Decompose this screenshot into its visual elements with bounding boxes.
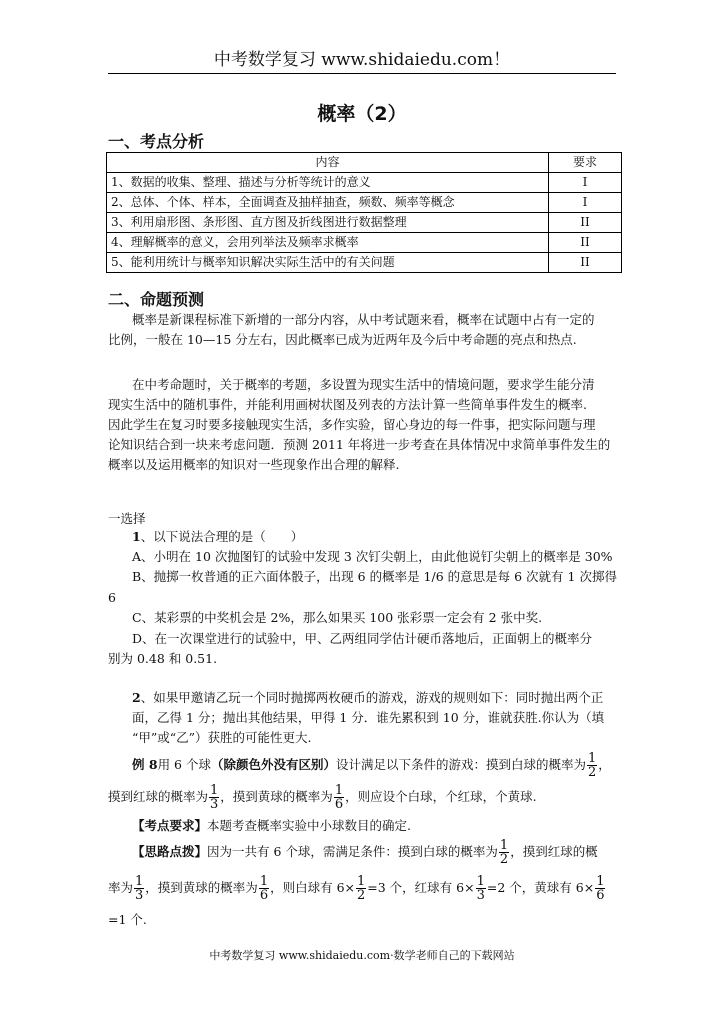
- denominator: 6: [596, 888, 605, 903]
- text: 设计满足以下条件的游戏：摸到白球的概率为: [335, 757, 586, 772]
- table-row: [107, 173, 622, 193]
- question-number: 2: [132, 690, 141, 705]
- text: ，摸到黄球的概率为: [220, 789, 333, 804]
- numerator: 1: [135, 874, 144, 889]
- hint-line-2: [108, 875, 606, 902]
- text: 本题考查概率实验中小球数目的确定.: [207, 818, 411, 833]
- option-b-continued: 6: [108, 590, 116, 605]
- page-footer: 中考数学复习 www.shidaiedu.com·数学老师自己的下载网站: [209, 949, 515, 962]
- table-header: 要求: [549, 153, 622, 173]
- fraction: [356, 875, 366, 902]
- hint-line-1: [132, 839, 598, 866]
- question-2-line: “甲”或“乙”）获胜的可能性更大.: [132, 730, 312, 745]
- table-cell: II: [549, 253, 622, 273]
- numerator: 1: [596, 874, 605, 889]
- numerator: 1: [210, 783, 219, 798]
- table-cell: 3、利用扇形图、条形图、直方图及折线图进行数据整理: [107, 213, 549, 233]
- text: ，摸到红球的概: [510, 844, 598, 859]
- fraction: [209, 784, 219, 811]
- denominator: 3: [135, 888, 144, 903]
- numerator: 1: [476, 874, 485, 889]
- table-cell: 4、理解概率的意义，会用列举法及频率求概率: [107, 233, 549, 253]
- fraction: [334, 784, 344, 811]
- text: ，则白球有 6×: [270, 880, 355, 895]
- table-header-row: [107, 153, 622, 173]
- fraction: [259, 875, 269, 902]
- paragraph-line: 概率以及运用概率的知识对一些现象作出合理的解释.: [108, 457, 400, 472]
- denominator: 2: [588, 765, 597, 780]
- table-row: [107, 233, 622, 253]
- example-8-line-2: [108, 784, 537, 811]
- denominator: 2: [499, 852, 509, 867]
- fraction: [587, 752, 597, 779]
- table-cell: I: [549, 173, 622, 193]
- numerator: 1: [499, 838, 509, 853]
- paragraph-line: 论知识结合到一块来考虑问题．预测 2011 年将进一步考查在具体情况中求简单事件发生的: [108, 437, 611, 452]
- choice-label: 一选择: [108, 511, 146, 526]
- question-1: [132, 529, 303, 545]
- question-2-line: 面，乙得 1 分；抛出其他结果，甲得 1 分．谁先累积到 10 分，谁就获胜.你认为（填: [132, 710, 605, 725]
- label: 【思路点拨】: [132, 844, 208, 859]
- text: 用 6 个球: [157, 757, 211, 772]
- question-number: 1: [132, 529, 141, 544]
- table-cell: 2、总体、个体、样本，全面调查及抽样抽查，频数、频率等概念: [107, 193, 549, 213]
- question-text: 、如果甲邀请乙玩一个同时抛掷两枚硬币的游戏，游戏的规则如下：同时抛出两个正: [140, 690, 604, 705]
- denominator: 6: [334, 797, 344, 812]
- numerator: 1: [334, 783, 344, 798]
- denominator: 3: [210, 797, 219, 812]
- numerator: 1: [588, 751, 597, 766]
- table-row: [107, 213, 622, 233]
- fraction: [595, 875, 605, 902]
- example-8-line-1: [132, 752, 611, 779]
- text: =2 个，黄球有 6×: [486, 880, 595, 895]
- question-2: [132, 690, 603, 706]
- table-header: 内容: [107, 153, 549, 173]
- option-d: D、在一次课堂进行的试验中，甲、乙两组同学估计硬币落地后，正面朝上的概率分: [132, 631, 593, 646]
- option-c: C、某彩票的中奖机会是 2%，那么如果买 100 张彩票一定会有 2 张中奖.: [132, 610, 543, 625]
- fraction: [499, 839, 509, 866]
- table-cell: II: [549, 213, 622, 233]
- paragraph-line: 因此学生在复习时要多接触现实生活，多作实验，留心身边的每一件事，把实际问题与理: [108, 417, 596, 432]
- table-row: [107, 253, 622, 273]
- paragraph-line: 比例，一般在 10—15 分左右，因此概率已成为近两年及今后中考命题的亮点和热点.: [108, 332, 577, 347]
- label: 【考点要求】: [132, 818, 208, 833]
- section-heading-prediction: 二、命题预测: [108, 290, 205, 309]
- question-stem: 、以下说法合理的是（ ）: [140, 529, 304, 544]
- table-cell: 1、数据的收集、整理、描述与分析等统计的意义: [107, 173, 549, 193]
- text: 摸到红球的概率为: [108, 789, 209, 804]
- numerator: 1: [259, 874, 269, 889]
- text: ，: [598, 757, 611, 772]
- fraction: [134, 875, 144, 902]
- numerator: 1: [357, 874, 366, 889]
- example-label: 例 8: [132, 757, 158, 772]
- denominator: 3: [476, 888, 485, 903]
- exam-points-table: [106, 152, 622, 273]
- text: ，摸到黄球的概率为: [145, 880, 258, 895]
- option-b: B、抛掷一枚普通的正六面体骰子，出现 6 的概率是 1/6 的意思是每 6 次就有 1 次掷得: [132, 569, 617, 584]
- text-bold: （除颜色外没有区别）: [210, 757, 336, 772]
- denominator: 2: [357, 888, 366, 903]
- hint-line-3: =1 个.: [108, 912, 147, 927]
- paragraph-line: 在中考命题时，关于概率的考题，多设置为现实生活中的情境问题，要求学生能分清: [132, 377, 595, 392]
- section-heading-analysis: 一、考点分析: [108, 132, 205, 151]
- page-header: 中考数学复习 www.shidaiedu.com！: [213, 50, 511, 70]
- denominator: 6: [259, 888, 269, 903]
- paragraph-line: 概率是新课程标准下新增的一部分内容，从中考试题来看，概率在试题中占有一定的: [132, 312, 595, 327]
- fraction: [476, 875, 486, 902]
- exam-requirement: [132, 818, 411, 834]
- option-a: A、小明在 10 次抛图钉的试验中发现 3 次钉尖朝上，由此他说钉尖朝上的概率是 30%: [132, 549, 613, 564]
- option-d-continued: 别为 0.48 和 0.51.: [108, 651, 218, 666]
- text: ，则应设个白球，个红球，个黄球.: [345, 789, 537, 804]
- text: =3 个，红球有 6×: [367, 880, 475, 895]
- paragraph-line: 现实生活中的随机事件，并能利用画树状图及列表的方法计算一些简单事件发生的概率.: [108, 397, 587, 412]
- text: 因为一共有 6 个球，需满足条件：摸到白球的概率为: [207, 844, 498, 859]
- table-cell: I: [549, 193, 622, 213]
- text: 率为: [108, 880, 134, 895]
- table-cell: II: [549, 233, 622, 253]
- page-title: 概率（2）: [317, 103, 407, 125]
- table-cell: 5、能利用统计与概率知识解决实际生活中的有关问题: [107, 253, 549, 273]
- table-row: [107, 193, 622, 213]
- header-divider: [108, 73, 616, 74]
